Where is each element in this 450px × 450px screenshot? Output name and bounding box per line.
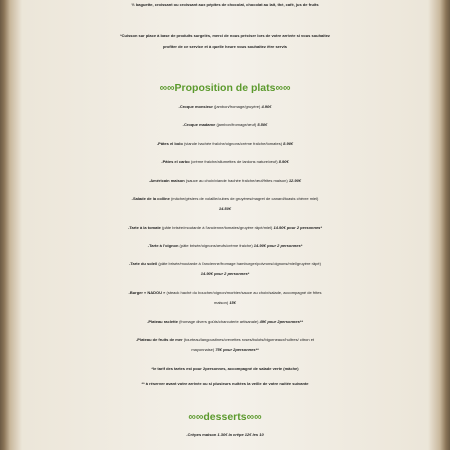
reservation-note: ** à réserver avant votre arrivée ou si plusieurs nuitées la veille de votre nuitée suivante xyxy=(141,381,309,386)
menu-item xyxy=(14,319,436,324)
menu-item xyxy=(14,243,436,248)
item-desc: (viande hachée fraîche/oignons/crème fraîche/tomates) xyxy=(182,141,284,146)
item-name: -Crêpes maison xyxy=(186,432,218,437)
item-name: -Croque madame xyxy=(182,122,216,127)
item-desc: (pâte brisée/oignons/œufs/crème fraiche) xyxy=(178,243,254,248)
item-desc: mayonnaise) xyxy=(191,347,216,352)
menu-item xyxy=(14,141,436,146)
menu-item xyxy=(14,337,436,342)
item-desc: (fromage divers goûts/charcuterie artisanale) xyxy=(177,319,260,324)
item-price: 4.90€ xyxy=(261,104,272,109)
menu-item xyxy=(14,159,436,164)
menu-item xyxy=(14,178,436,183)
item-price: 12.90€ xyxy=(288,178,302,183)
item-desc: (pâte brisée/moutarde à l'ancienne/fromage hamburger/poivrons/oignons/miel/gruyère râpé) xyxy=(157,261,321,266)
menu-item xyxy=(14,261,436,266)
menu-item xyxy=(14,196,436,201)
menu-item-continued xyxy=(14,300,436,305)
cooking-note-line-1: *Cuisson sur place à base de produits surgelés, merci de nous préciser lors de votre arrivée si vous souhaitez xyxy=(120,33,330,38)
item-name: -Tarte à la tomate xyxy=(128,225,161,230)
item-desc: (tourteau/langoustines/crevettes roses/bulots/bigorneaux/huîtres/ citron et xyxy=(182,337,315,342)
item-price: 15€ xyxy=(229,300,237,305)
item-name: -Américain maison xyxy=(148,178,185,183)
menu-sheet xyxy=(14,0,436,450)
item-name: -Pâtes el carbo xyxy=(161,159,190,164)
item-price: 75€ pour 2personnes** xyxy=(215,347,259,352)
item-price: 14.90€ pour 2 personnes* xyxy=(273,225,322,230)
item-price: 14.50€ xyxy=(218,206,232,211)
dessert-item xyxy=(14,432,436,437)
item-name: -Pâtes el bolo xyxy=(156,141,183,146)
item-desc: (sauce au choix/viande hachée fraîche/œuf/frites maison) xyxy=(184,178,289,183)
cooking-note-line-2: profiter de ce service et à quelle heure vous souhaitez être servis xyxy=(162,44,288,49)
breakfast-contents-text: ½ baguette, croissant ou croissant aux pépites de chocolat, chocolat au lait, thé, café, jus de fruits xyxy=(131,2,319,7)
item-price: 8.90€ xyxy=(283,141,294,146)
item-desc: (steack haché du boucher/oignon/morbier/sauce au choix/salade, accompagné de frites xyxy=(165,290,322,295)
desserts-heading: ∞∞desserts∞∞ xyxy=(188,411,262,423)
menu-item-price-line xyxy=(14,206,436,211)
item-desc: maison) xyxy=(213,300,230,305)
item-desc: (mâche/gésiers de volaille/cubes de gruyères/magret de canard/toasts chèvre miel) xyxy=(169,196,319,201)
menu-item xyxy=(14,225,436,230)
plats-heading: ∞∞Proposition de plats∞∞ xyxy=(159,82,291,94)
item-name: -Plateau raclette xyxy=(147,319,178,324)
item-name: -Burger « NADOU » xyxy=(128,290,166,295)
item-price: 5.50€ xyxy=(257,122,268,127)
menu-item-price-line xyxy=(14,271,436,276)
item-desc: (jambon/fromage/œuf) xyxy=(215,122,258,127)
item-desc: (pâte brisée/moutarde à l'ancienne/tomates/gruyère râpé/miel) xyxy=(160,225,274,230)
menu-item-continued xyxy=(14,347,436,352)
item-price: 49€ pour 2personnes** xyxy=(259,319,303,324)
menu-item xyxy=(14,290,436,295)
item-price: 8.90€ xyxy=(278,159,289,164)
menu-item xyxy=(14,122,436,127)
menu-item xyxy=(14,104,436,109)
tarte-note: *le tarif des tartes est pour 2personnes, accompagné de salade verte (mâche) xyxy=(151,366,299,371)
item-name: -Tarte du soleil xyxy=(129,261,158,266)
item-name: -Salade de la colline xyxy=(131,196,170,201)
item-name: -Plateau de fruits de mer xyxy=(135,337,183,342)
item-name: -Croque monsieur xyxy=(178,104,213,109)
item-price: 14.90€ pour 2 personnes* xyxy=(200,271,250,276)
item-desc: (crème fraiche/allumettes de lardons nature/œuf) xyxy=(189,159,279,164)
item-price: 14.90€ pour 2 personnes* xyxy=(253,243,303,248)
breakfast-contents xyxy=(14,2,436,7)
item-desc: (jambon/fromage/gruyère) xyxy=(212,104,262,109)
item-price: 1.30€ la crêpe 12€ les 10 xyxy=(217,432,264,437)
item-name: -Tarte à l'oignon xyxy=(147,243,179,248)
